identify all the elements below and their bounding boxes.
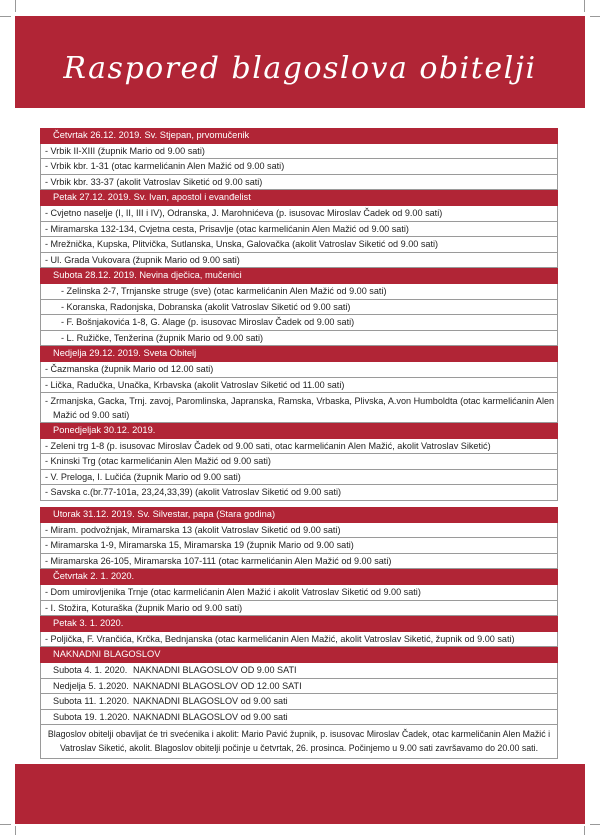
section-header: Nedjelja 29.12. 2019. Sveta Obitelj [40, 346, 558, 362]
section-header: Utorak 31.12. 2019. Sv. Silvestar, papa (Stara godina) [40, 507, 558, 523]
naknadni-header: NAKNADNI BLAGOSLOV [40, 647, 558, 663]
section-header: Četvrtak 26.12. 2019. Sv. Stjepan, prvomučenik [40, 128, 558, 144]
schedule-item: - V. Preloga, I. Lučića (župnik Mario od 9.00 sati) [40, 470, 558, 486]
crop-mark [15, 0, 16, 12]
section-gap [40, 500, 558, 507]
naknadni-date: Subota 4. 1. 2020. [53, 665, 128, 675]
crop-mark [15, 826, 16, 835]
schedule-item: - Mrežnička, Kupska, Plitvička, Sutlanska, Unska, Galovačka (akolit Vatroslav Siketić od 9.00 sati) [40, 237, 558, 253]
naknadni-text: NAKNADNI BLAGOSLOV OD 12.00 SATI [133, 680, 302, 691]
section-header: Subota 28.12. 2019. Nevina dječica, mučenici [40, 268, 558, 284]
schedule-item: - Zrmanjska, Gacka, Trnj. zavoj, Paromlinska, Japranska, Ramska, Vrbaska, Plivska, A.von Humboldta (otac karmelićanin Alen Mažić od 9.00 sati) [40, 393, 558, 423]
crop-mark [590, 824, 600, 825]
crop-mark [584, 826, 585, 835]
schedule-item: - Poljička, F. Vrančića, Krčka, Bednjanska (otac karmelićanin Alen Mažić, akolit Vatroslav Siketić, župnik od 9.00 sati) [40, 632, 558, 648]
schedule-item: - Lička, Radučka, Unačka, Krbavska (akolit Vatroslav Siketić od 11.00 sati) [40, 378, 558, 394]
section-header: Petak 27.12. 2019. Sv. Ivan, apostol i evanđelist [40, 190, 558, 206]
schedule-item: - Miram. podvožnjak, Miramarska 13 (akolit Vatroslav Siketić od 9.00 sati) [40, 523, 558, 539]
schedule-item: - L. Ružičke, Tenžerina (župnik Mario od 9.00 sati) [40, 331, 558, 347]
naknadni-date: Subota 11. 1.2020. [53, 696, 130, 707]
schedule-item: - Kninski Trg (otac karmelićanin Alen Mažić od 9.00 sati) [40, 454, 558, 470]
schedule-item: - Vrbik kbr. 1-31 (otac karmelićanin Alen Mažić od 9.00 sati) [40, 159, 558, 175]
schedule-item: - Vrbik kbr. 33-37 (akolit Vatroslav Siketić od 9.00 sati) [40, 175, 558, 191]
schedule-item: - F. Bošnjakovića 1-8, G. Alage (p. isusovac Miroslav Čadek od 9.00 sati) [40, 315, 558, 331]
schedule-item: - Miramarska 26-105, Miramarska 107-111 (otac karmelićanin Alen Mažić od 9.00 sati) [40, 554, 558, 570]
naknadni-row [40, 710, 558, 726]
schedule-item: - Savska c.(br.77-101a, 23,24,33,39) (akolit Vatroslav Siketić od 9.00 sati) [40, 485, 558, 501]
naknadni-row [40, 663, 558, 679]
naknadni-row [40, 694, 558, 710]
naknadni-text: NAKNADNI BLAGOSLOV od 9.00 sati [133, 696, 288, 707]
schedule-item: - Zelinska 2-7, Trnjanske struge (sve) (otac karmelićanin Alen Mažić od 9.00 sati) [40, 284, 558, 300]
schedule-item: - Vrbik II-XIII (župnik Mario od 9.00 sati) [40, 144, 558, 160]
naknadni-text: NAKNADNI BLAGOSLOV OD 9.00 SATI [133, 665, 297, 675]
crop-mark [0, 824, 11, 825]
crop-mark [584, 0, 585, 12]
schedule-item: - Koranska, Radonjska, Dobranska (akolit Vatroslav Siketić od 9.00 sati) [40, 300, 558, 316]
crop-mark [590, 16, 600, 17]
section-header: Četvrtak 2. 1. 2020. [40, 569, 558, 585]
naknadni-text: NAKNADNI BLAGOSLOV od 9.00 sati [133, 711, 288, 722]
schedule-item: - I. Stožira, Koturaška (župnik Mario od 9.00 sati) [40, 601, 558, 617]
schedule-item: - Dom umirovljenika Trnje (otac karmelićanin Alen Mažić i akolit Vatroslav Siketić od 9.00 sati) [40, 585, 558, 601]
naknadni-date: Nedjelja 5. 1.2020. [53, 680, 129, 691]
schedule-item: - Čazmanska (župnik Mario od 12.00 sati) [40, 362, 558, 378]
naknadni-row [40, 679, 558, 695]
schedule-item: - Ul. Grada Vukovara (župnik Mario od 9.00 sati) [40, 253, 558, 269]
title-banner [15, 16, 585, 108]
crop-mark [0, 16, 11, 17]
schedule-table [40, 128, 558, 759]
footer-banner [15, 764, 585, 824]
page-title: Raspored blagoslova obitelji [63, 50, 537, 86]
section-header: Ponedjeljak 30.12. 2019. [40, 423, 558, 439]
schedule-item: - Zeleni trg 1-8 (p. isusovac Miroslav Čadek od 9.00 sati, otac karmelićanin Alen Mažić, akolit Vatroslav Siketić) [40, 439, 558, 455]
section-header: Petak 3. 1. 2020. [40, 616, 558, 632]
info-note: Blagoslov obitelji obavljat će tri svećenika i akolit: Mario Pavić župnik, p. isusovac Miroslav Čadek, otac karmeličanin Alen Mažić i Vatroslav Siketić, akolit. Blagoslov obitelji počinje u četvrtak, 26. prosinca. Počinjemo u 9.00 sati završavamo do 20.00 sati. [40, 725, 558, 759]
schedule-item: - Miramarska 1-9, Miramarska 15, Miramarska 19 (župnik Mario od 9.00 sati) [40, 538, 558, 554]
schedule-item: - Cvjetno naselje (I, II, III i IV), Odranska, J. Marohnićeva (p. isusovac Miroslav Čadek od 9.00 sati) [40, 206, 558, 222]
schedule-item: - Miramarska 132-134, Cvjetna cesta, Prisavlje (otac karmelićanin Alen Mažić od 9.00 sati) [40, 222, 558, 238]
naknadni-date: Subota 19. 1.2020. [53, 711, 130, 722]
